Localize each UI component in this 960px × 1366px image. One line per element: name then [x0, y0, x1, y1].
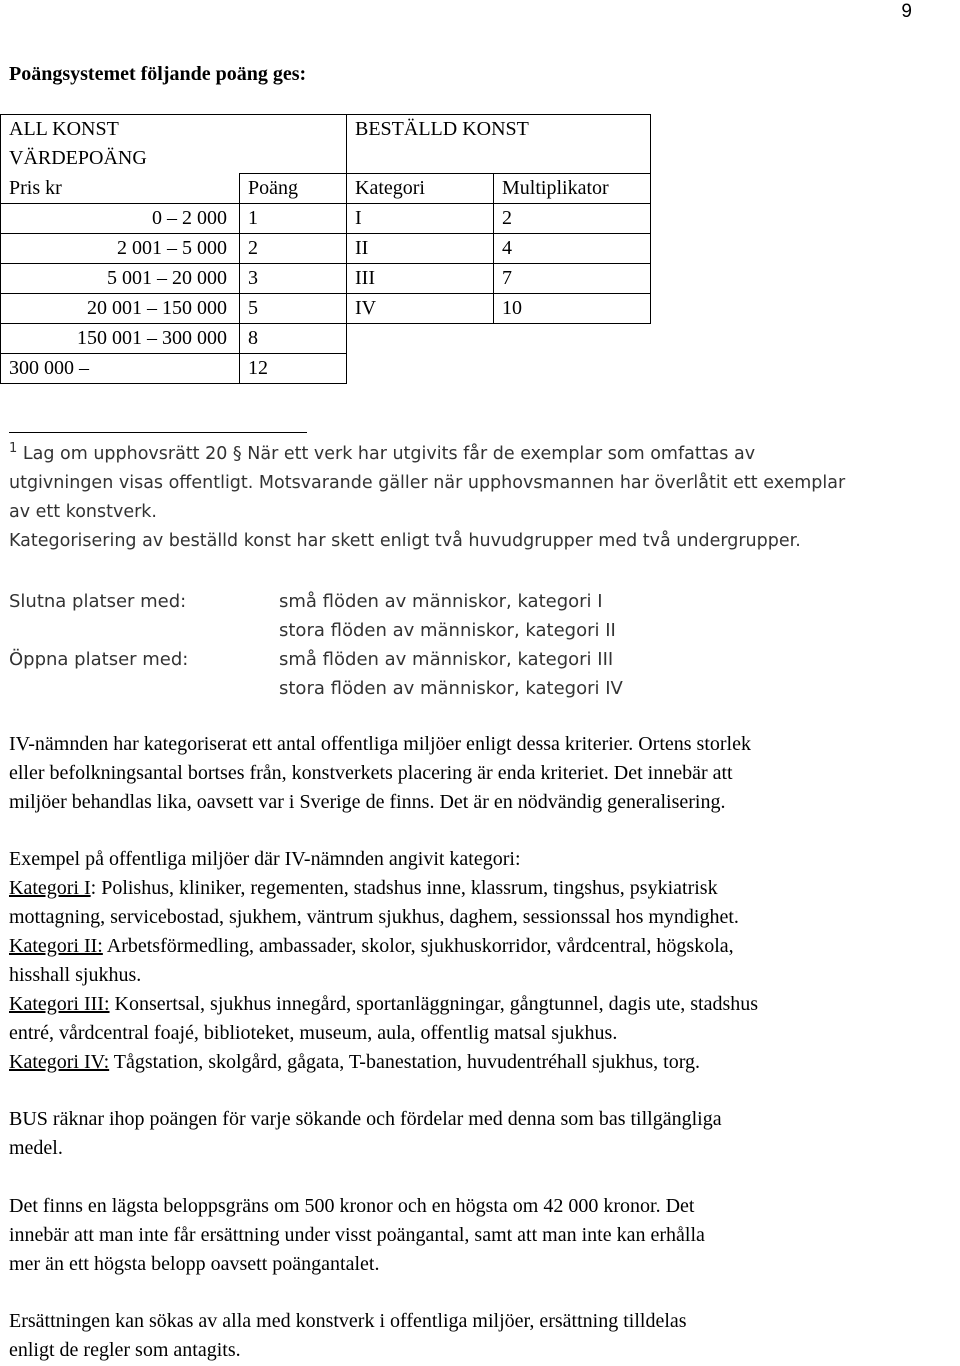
paragraph-line: miljöer behandlas lika, oavsett var i Sverige de finns. Det är en nödvändig generalisering. [9, 791, 726, 813]
criteria-paragraph [9, 730, 954, 817]
footnote-text: Lag om upphovsrätt 20 § När ett verk har utgivits får de exemplar som omfattas av [22, 444, 756, 464]
category-item: små flöden av människor, kategori I [279, 591, 603, 612]
footnote-marker: 1 [9, 441, 18, 457]
cell-kategori: III [347, 264, 494, 294]
example-category-2 [9, 932, 954, 961]
page-number: 9 [901, 1, 912, 22]
header-kategori: Kategori [347, 174, 494, 204]
category-1-label: Kategori I [9, 877, 91, 899]
cell-multiplikator [494, 324, 651, 354]
limit-paragraph [9, 1192, 954, 1279]
cell-kategori [347, 354, 494, 384]
category-1-text-cont: mottagning, servicebostad, sjukhem, väntrum sjukhus, daghem, sessionssal hos myndighet. [9, 906, 739, 928]
section-heading: Poängsystemet följande poäng ges: [9, 63, 307, 85]
cell-pris: 150 001 – 300 000 [1, 324, 240, 354]
bus-paragraph [9, 1105, 954, 1163]
paragraph-line: enligt de regler som antagits. [9, 1339, 241, 1361]
table-subheader-row [1, 174, 651, 204]
paragraph-line: medel. [9, 1137, 63, 1159]
example-category-3 [9, 990, 954, 1019]
paragraph-line: Det finns en lägsta beloppsgräns om 500 kronor och en högsta om 42 000 kronor. Det [9, 1195, 695, 1217]
closed-places-label: Slutna platser med: [9, 591, 187, 612]
cell-multiplikator: 2 [494, 204, 651, 234]
category-4-label: Kategori IV: [9, 1051, 110, 1073]
cell-pris: 5 001 – 20 000 [1, 264, 240, 294]
category-2-label: Kategori II: [9, 935, 103, 957]
open-places-label: Öppna platser med: [9, 649, 189, 670]
points-table [0, 114, 651, 384]
paragraph-line: mer än ett högsta belopp oavsett poängantalet. [9, 1253, 380, 1275]
header-pris: Pris kr [1, 174, 240, 204]
examples-intro: Exempel på offentliga miljöer där IV-nämnden angivit kategori: [9, 848, 521, 870]
cell-pris: 20 001 – 150 000 [1, 294, 240, 324]
category-3-text: Konsertsal, sjukhus innegård, sportanläggningar, gångtunnel, dagis ute, stadshus [109, 993, 759, 1015]
cell-poang: 2 [240, 234, 347, 264]
footnote-line [9, 440, 959, 469]
paragraph-line: innebär att man inte får ersättning under visst poängantal, samt att man inte kan erhålla [9, 1224, 705, 1246]
header-all-konst [1, 115, 347, 174]
cell-multiplikator: 4 [494, 234, 651, 264]
cell-kategori: II [347, 234, 494, 264]
cell-poang: 1 [240, 204, 347, 234]
cell-poang: 12 [240, 354, 347, 384]
cell-kategori: IV [347, 294, 494, 324]
all-konst-label: ALL KONST [9, 118, 119, 140]
table-row [1, 324, 651, 354]
paragraph-line: BUS räknar ihop poängen för varje sökande och fördelar med denna som bas tillgängliga [9, 1108, 722, 1130]
cell-pris: 300 000 – [1, 354, 240, 384]
cell-multiplikator: 10 [494, 294, 651, 324]
cell-kategori: I [347, 204, 494, 234]
paragraph-line: Ersättningen kan sökas av alla med konstverk i offentliga miljöer, ersättning tilldelas [9, 1310, 687, 1332]
footnote-divider [9, 432, 307, 433]
footnote-line: Kategorisering av beställd konst har skett enligt två huvudgrupper med två undergrupper. [9, 531, 801, 551]
cell-poang: 3 [240, 264, 347, 294]
category-item: stora flöden av människor, kategori IV [279, 678, 623, 699]
category-4-text: Tågstation, skolgård, gågata, T-banestation, huvudentréhall sjukhus, torg. [109, 1051, 700, 1073]
footnote-line: av ett konstverk. [9, 502, 157, 522]
paragraph-line: IV-nämnden har kategoriserat ett antal offentliga miljöer enligt dessa kriterier. Ortens storlek [9, 733, 751, 755]
category-3-label: Kategori III: [9, 993, 110, 1015]
cell-multiplikator: 7 [494, 264, 651, 294]
apply-paragraph [9, 1307, 954, 1365]
example-category-1 [9, 874, 954, 903]
category-1-text: : Polishus, kliniker, regementen, stadshus inne, klassrum, tingshus, psykiatrisk [90, 877, 718, 899]
footnote [9, 440, 959, 556]
category-item: stora flöden av människor, kategori II [279, 620, 616, 641]
category-item: små flöden av människor, kategori III [279, 649, 614, 670]
table-header-row [1, 115, 651, 174]
cell-poang: 5 [240, 294, 347, 324]
vardepoang-label: VÄRDEPOÄNG [9, 147, 147, 169]
header-multiplikator: Multiplikator [494, 174, 651, 204]
footnote-line: utgivningen visas offentligt. Motsvarande gäller när upphovsmannen har överlåtit ett exemplar [9, 473, 846, 493]
header-bestalld-konst: BESTÄLLD KONST [347, 115, 651, 174]
category-2-text: Arbetsförmedling, ambassader, skolor, sjukhuskorridor, vårdcentral, högskola, [102, 935, 734, 957]
paragraph-line: eller befolkningsantal bortses från, konstverkets placering är enda kriteriet. Det innebär att [9, 762, 733, 784]
table-row [1, 264, 651, 294]
table-row [1, 204, 651, 234]
cell-multiplikator [494, 354, 651, 384]
cell-pris: 2 001 – 5 000 [1, 234, 240, 264]
header-poang: Poäng [240, 174, 347, 204]
examples-section [9, 845, 954, 1077]
cell-pris: 0 – 2 000 [1, 204, 240, 234]
example-category-4 [9, 1048, 954, 1077]
table-row [1, 234, 651, 264]
cell-kategori [347, 324, 494, 354]
category-3-text-cont: entré, vårdcentral foajé, biblioteket, museum, aula, offentlig matsal sjukhus. [9, 1022, 618, 1044]
category-2-text-cont: hisshall sjukhus. [9, 964, 142, 986]
table-row [1, 354, 651, 384]
cell-poang: 8 [240, 324, 347, 354]
table-row [1, 294, 651, 324]
